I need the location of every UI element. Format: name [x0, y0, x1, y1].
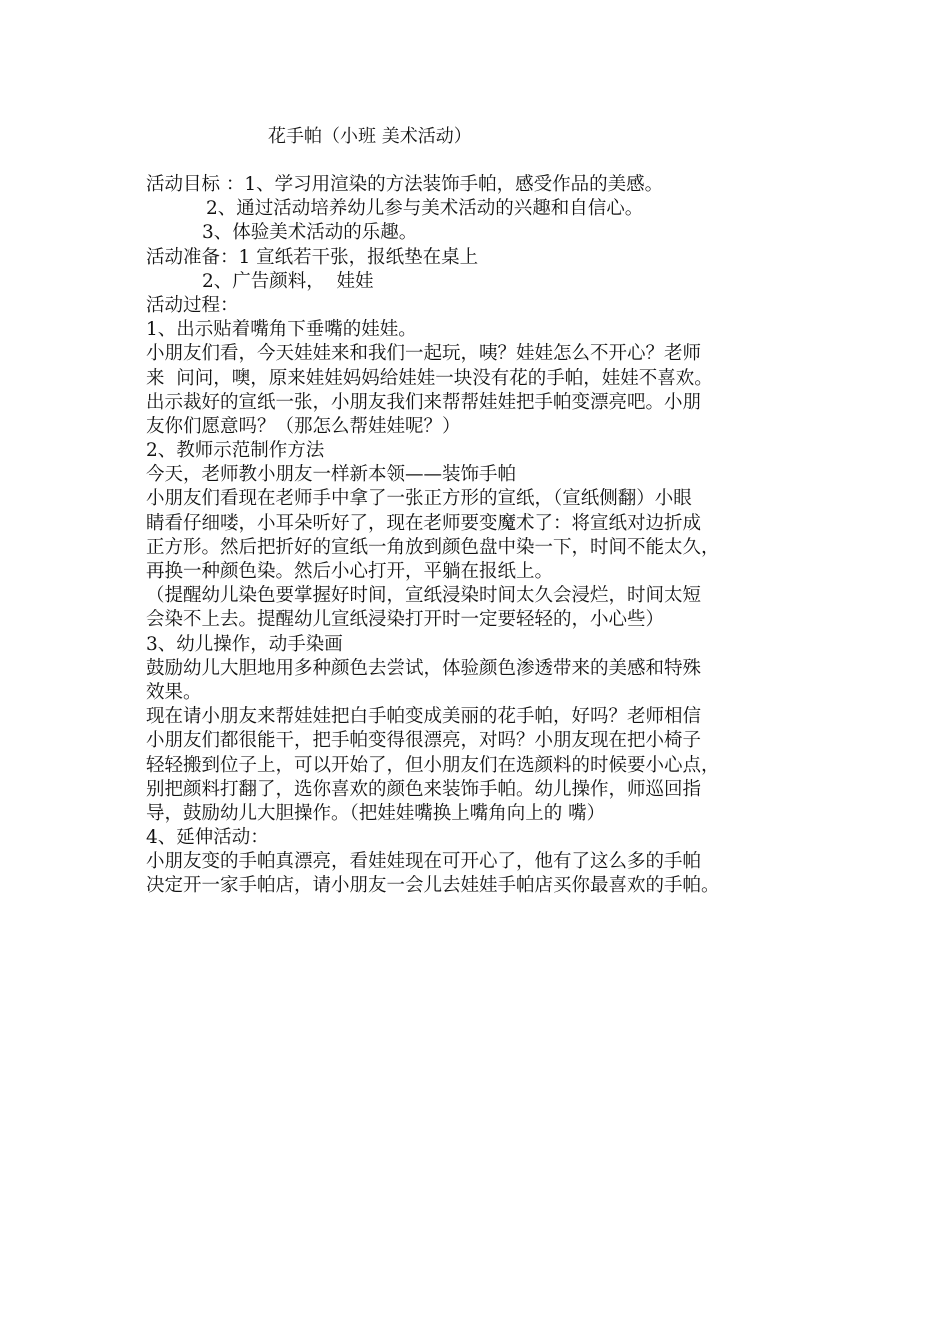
body-line: 今天，老师教小朋友一样新本领——装饰手帕	[146, 464, 517, 486]
body-line: 决定开一家手帕店，请小朋友一会儿去娃娃手帕店买你最喜欢的手帕。	[146, 875, 720, 897]
body-line: 2、教师示范制作方法	[146, 440, 325, 462]
body-line: 正方形。然后把折好的宣纸一角放到颜色盘中染一下，时间不能太久，	[146, 536, 720, 558]
body-line: 小朋友们都很能干，把手帕变得很漂亮，对吗？小朋友现在把小椅子	[146, 730, 702, 752]
body-line: 鼓励幼儿大胆地用多种颜色去尝试，体验颜色渗透带来的美感和特殊	[146, 657, 702, 679]
body-line: （提醒幼儿染色要掌握好时间，宣纸浸染时间太久会浸烂，时间太短	[146, 585, 702, 607]
body-line: 别把颜料打翻了，选你喜欢的颜色来装饰手帕。幼儿操作，师巡回指	[146, 778, 702, 800]
body-line: 2、通过活动培养幼儿参与美术活动的兴趣和自信心。	[206, 198, 644, 220]
body-line: 1、出示贴着嘴角下垂嘴的娃娃。	[146, 319, 417, 341]
body-line: 2、广告颜料， 娃娃	[202, 270, 374, 292]
body-line: 3、体验美术活动的乐趣。	[202, 222, 418, 244]
body-line: 效果。	[146, 681, 202, 703]
body-line: 4、延伸活动：	[146, 827, 269, 849]
body-line: 活动准备：1 宣纸若干张，报纸垫在桌上	[146, 246, 479, 268]
body-line: 再换一种颜色染。然后小心打开，平躺在报纸上。	[146, 561, 554, 582]
body-line: 3、幼儿操作，动手染画	[146, 633, 343, 655]
body-line: 导，鼓励幼儿大胆操作。（把娃娃嘴换上嘴角向上的 嘴）	[146, 802, 606, 824]
document-body	[146, 173, 826, 899]
body-line: 会染不上去。提醒幼儿宣纸浸染打开时一定要轻轻的，小心些）	[146, 609, 665, 631]
body-line: 友你们愿意吗？（那怎么帮娃娃呢？）	[146, 415, 461, 437]
body-line: 睛看仔细喽，小耳朵听好了，现在老师要变魔术了：将宣纸对边折成	[146, 512, 702, 534]
body-line: 活动过程：	[146, 294, 239, 316]
body-line: 出示裁好的宣纸一张，小朋友我们来帮帮娃娃把手帕变漂亮吧。小朋	[146, 391, 702, 413]
body-line: 小朋友们看现在老师手中拿了一张正方形的宣纸，（宣纸侧翻）小眼	[146, 488, 692, 510]
body-line: 活动目标 ：1、学习用渲染的方法装饰手帕，感受作品的美感。	[146, 174, 664, 195]
body-line: 现在请小朋友来帮娃娃把白手帕变成美丽的花手帕，好吗？老师相信	[146, 706, 702, 728]
document-title: 花手帕（小班 美术活动）	[268, 126, 472, 147]
body-line: 轻轻搬到位子上，可以开始了，但小朋友们在选颜料的时候要小心点，	[146, 754, 720, 776]
body-line: 来 问问，噢，原来娃娃妈妈给娃娃一块没有花的手帕，娃娃不喜欢。	[146, 367, 713, 389]
body-line: 小朋友变的手帕真漂亮，看娃娃现在可开心了，他有了这么多的手帕	[146, 851, 702, 873]
body-line: 小朋友们看，今天娃娃来和我们一起玩，咦？娃娃怎么不开心？老师	[146, 343, 702, 365]
